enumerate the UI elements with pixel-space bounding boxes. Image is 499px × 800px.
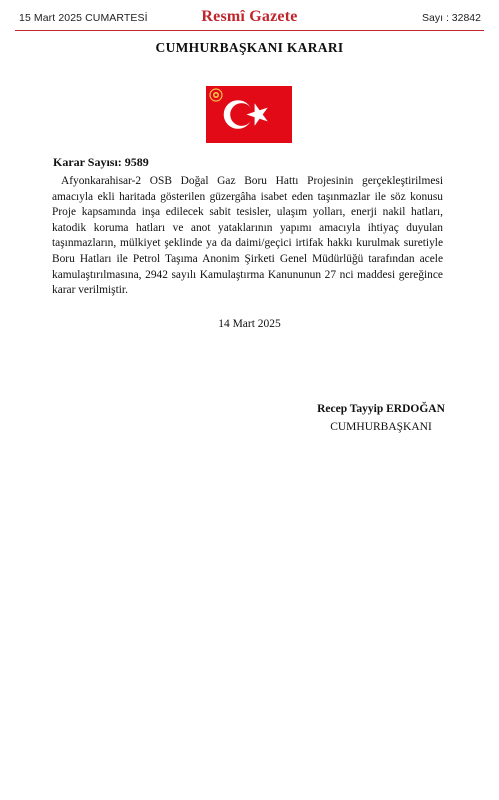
decision-date: 14 Mart 2025 [218,318,281,330]
decision-number-label: Karar Sayısı: [53,155,122,169]
signature-block [304,400,458,436]
decision-paragraph: Afyonkarahisar-2 OSB Doğal Gaz Boru Hattı Projesinin gerçekleştirilmesi amacıyla ekli haritada gösterilen güzergâha isabet eden taşınmazlar ile söz konusu Proje kapsamında inşa edilecek sabit tesisler, ulaşım yolları, enerji nakil hatları, katodik koruma hatları ve anot yataklarının yapımı amacıyla ihtiyaç duyulan taşınmazların, mülkiyet şeklinde ya da daimi/geçici irtifak hakkı kurulmak suretiyle Boru Hatları ile Petrol Taşıma Anonim Şirketi Genel Müdürlüğü tarafından acele kamulaştırılmasına, 2942 sayılı Kamulaştırma Kanununun 27 nci maddesi gereğince karar verilmiştir. [52,175,443,297]
document-title: CUMHURBAŞKANI KARARI [155,40,344,55]
signatory-surname: ERDOĞAN [386,403,445,415]
decision-number [53,155,149,170]
signatory-given-names: Recep Tayyip [317,403,384,415]
issue-number: Sayı : 32842 [422,12,481,24]
decision-body [52,174,443,299]
gazette-name: Resmî Gazete [201,8,298,25]
presidential-seal-icon [209,88,223,102]
signatory-name [304,400,458,418]
gazette-header [15,8,484,30]
publication-date: 15 Mart 2025 CUMARTESİ [19,12,148,24]
header-divider [15,30,484,31]
signatory-office: CUMHURBAŞKANI [330,421,432,433]
decision-number-value: 9589 [124,155,149,169]
